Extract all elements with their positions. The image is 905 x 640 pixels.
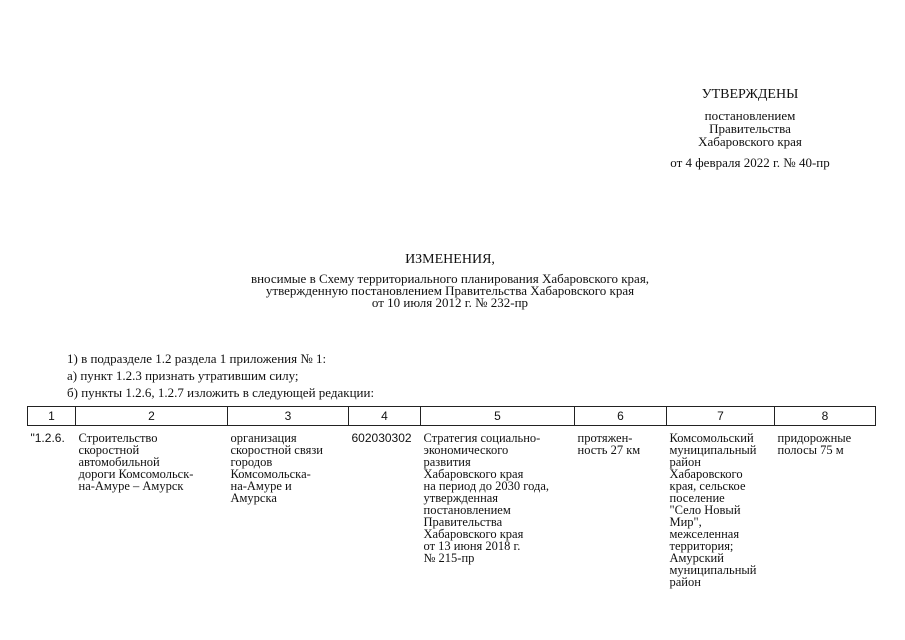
column-header-1: 1 (28, 407, 76, 426)
amendment-points (67, 350, 667, 401)
approval-heading: УТВЕРЖДЕНЫ (701, 87, 799, 102)
changes-table (27, 406, 876, 588)
approval-stamp (640, 88, 860, 169)
cell-characteristics: протяжен- ность 27 км (577, 431, 641, 457)
cell-code: 602030302 (351, 431, 412, 445)
table-header-row (28, 407, 876, 426)
title-line-1: вносимые в Схему территориального планирования Хабаровского края, (250, 271, 650, 286)
column-header-2: 2 (76, 407, 228, 426)
approval-line-1: постановлением (704, 108, 796, 123)
point-1: 1) в подразделе 1.2 раздела 1 приложения № 1: (67, 351, 327, 366)
cell-location: Комсомольский муниципальный район Хабаровского края, сельское поселение "Село Новый Мир", межселенная территория; Амурский муниципальный район (669, 431, 757, 589)
cell-item-number: "1.2.6. (30, 431, 65, 445)
column-header-8: 8 (775, 407, 876, 426)
title-line-2: утвержденную постановлением Правительства Хабаровского края (265, 283, 635, 298)
column-header-6: 6 (575, 407, 667, 426)
cell-object-name: Строительство скоростной автомобильной дороги Комсомольск- на-Амуре – Амурск (78, 431, 194, 493)
approval-date: от 4 февраля 2022 г. № 40-пр (670, 155, 830, 170)
cell-basis-document: Стратегия социально- экономического развития Хабаровского края на период до 2030 года, утвержденная постановлением Правительства Хабаровского края от 13 июня 2018 г. № 215-пр (423, 431, 550, 565)
column-header-7: 7 (667, 407, 775, 426)
column-header-3: 3 (228, 407, 349, 426)
cell-zone: придорожные полосы 75 м (777, 431, 852, 457)
approval-line-2: Правительства (709, 121, 791, 136)
title-line-3: от 10 июля 2012 г. № 232-пр (371, 295, 529, 310)
title-main: ИЗМЕНЕНИЯ, (405, 252, 495, 267)
point-a: а) пункт 1.2.3 признать утратившим силу; (67, 368, 299, 383)
document-title (180, 254, 720, 309)
column-header-5: 5 (421, 407, 575, 426)
cell-purpose: организация скоростной связи городов Комсомольска- на-Амуре и Амурска (230, 431, 323, 505)
table-row (28, 426, 876, 589)
column-header-4: 4 (349, 407, 421, 426)
approval-line-3: Хабаровского края (698, 134, 802, 149)
point-b: б) пункты 1.2.6, 1.2.7 изложить в следующей редакции: (67, 385, 375, 400)
